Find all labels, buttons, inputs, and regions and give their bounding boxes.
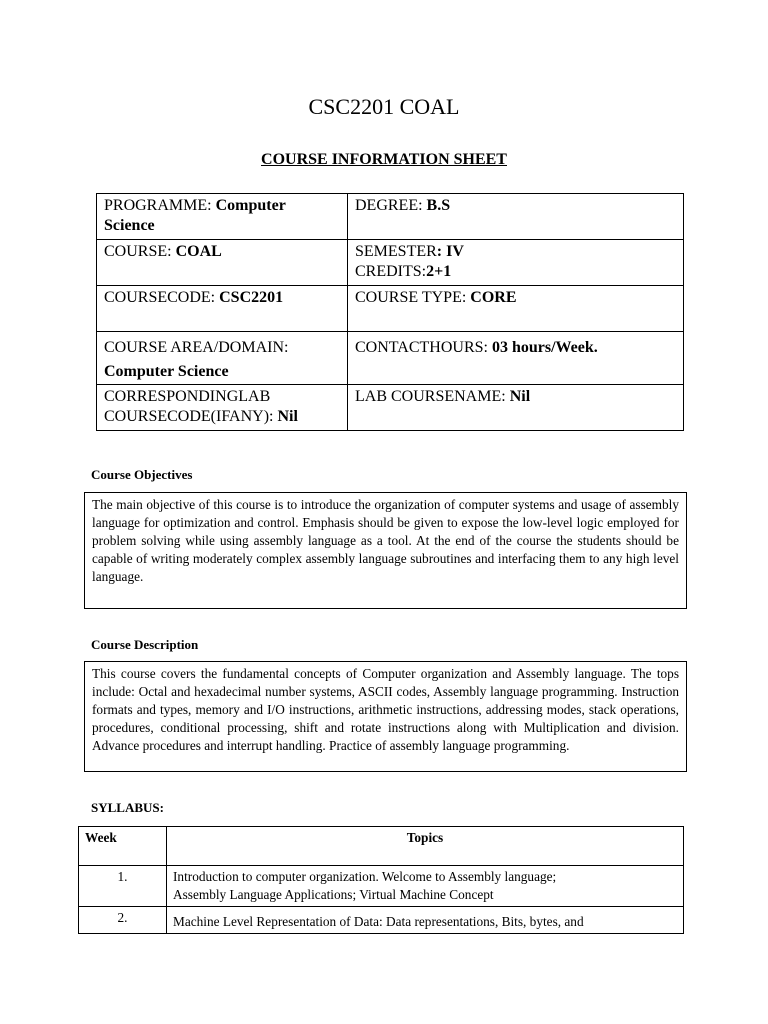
lab-name-label: LAB COURSENAME: — [355, 388, 510, 405]
syllabus-table — [78, 826, 684, 934]
info-row-programme — [97, 194, 684, 240]
topic-text — [167, 907, 684, 934]
area-cell — [97, 332, 348, 385]
lab-code-cell — [97, 385, 348, 431]
week-number: 2. — [79, 907, 167, 934]
sheet-title: COURSE INFORMATION SHEET — [261, 151, 507, 168]
lab-code-label-1: CORRESPONDINGLAB — [104, 388, 271, 405]
description-text: This course covers the fundamental concepts of Computer organization and Assembly language. The tops include: Octal and hexadecimal number systems, ASCII codes, Assembly language programming. Instruction formats and types, memory and I/O instructions, arithmetic instructions, addressing modes, stack operations, procedures, conditional processing, shift and rotate instructions along with Multiplication and division. Advance procedures and interrupt handling. Practice of assembly language programming. — [84, 661, 687, 772]
programme-label: PROGRAMME: — [104, 197, 216, 214]
description-heading: Course Description — [91, 637, 199, 652]
objectives-text: The main objective of this course is to introduce the organization of computer systems and usage of assembly language for optimization and control. Emphasis should be given to expose the low-level logic employed for problem solving while using assembly language as a tool. At the end of the course the students should be capable of writing moderately complex assembly language subroutines and interfacing them to any high level language. — [84, 492, 687, 609]
degree-cell — [348, 194, 684, 240]
syllabus-header-row — [79, 827, 684, 866]
syllabus-heading: SYLLABUS: — [91, 800, 164, 815]
area-value: Computer Science — [104, 363, 229, 380]
degree-value: B.S — [426, 197, 451, 214]
course-label: COURSE: — [104, 243, 176, 260]
course-type-cell — [348, 286, 684, 332]
topics-column-header: Topics — [167, 827, 684, 866]
topic-line: Introduction to computer organization. Welcome to Assembly language; — [173, 869, 557, 884]
course-value: COAL — [175, 243, 222, 260]
course-type-value: CORE — [470, 289, 517, 306]
table-row — [79, 866, 684, 907]
lab-name-cell — [348, 385, 684, 431]
programme-value: Computer Science — [104, 197, 286, 234]
info-row-coursecode — [97, 286, 684, 332]
week-number: 1. — [79, 866, 167, 907]
objectives-heading: Course Objectives — [91, 467, 193, 482]
course-cell — [97, 240, 348, 286]
topic-line: Assembly Language Applications; Virtual Machine Concept — [173, 887, 494, 902]
course-info-table — [96, 193, 684, 431]
contact-label: CONTACTHOURS: — [355, 339, 492, 356]
page-title: CSC2201 COAL — [308, 94, 460, 119]
credits-value: 2+1 — [426, 263, 452, 280]
coursecode-cell — [97, 286, 348, 332]
degree-label: DEGREE: — [355, 197, 427, 214]
table-row — [79, 907, 684, 934]
topic-line: Machine Level Representation of Data: Data representations, Bits, bytes, and — [173, 914, 584, 929]
lab-name-value: Nil — [509, 388, 531, 405]
info-row-lab — [97, 385, 684, 431]
lab-code-label-2: COURSECODE(IFANY): — [104, 408, 278, 425]
coursecode-value: CSC2201 — [219, 289, 284, 306]
credits-label: CREDITS: — [355, 263, 427, 280]
topic-text — [167, 866, 684, 907]
area-label: COURSE AREA/DOMAIN: — [104, 339, 289, 356]
semester-cell — [348, 240, 684, 286]
info-row-course — [97, 240, 684, 286]
contact-cell — [348, 332, 684, 385]
course-type-label: COURSE TYPE: — [355, 289, 471, 306]
semester-label: SEMESTER — [355, 243, 437, 260]
week-column-header: Week — [79, 827, 167, 866]
contact-value: 03 hours/Week. — [491, 339, 598, 356]
semester-value: : IV — [436, 243, 464, 260]
coursecode-label: COURSECODE: — [104, 289, 220, 306]
lab-code-value: Nil — [277, 408, 298, 425]
info-row-area — [97, 332, 684, 385]
programme-cell — [97, 194, 348, 240]
